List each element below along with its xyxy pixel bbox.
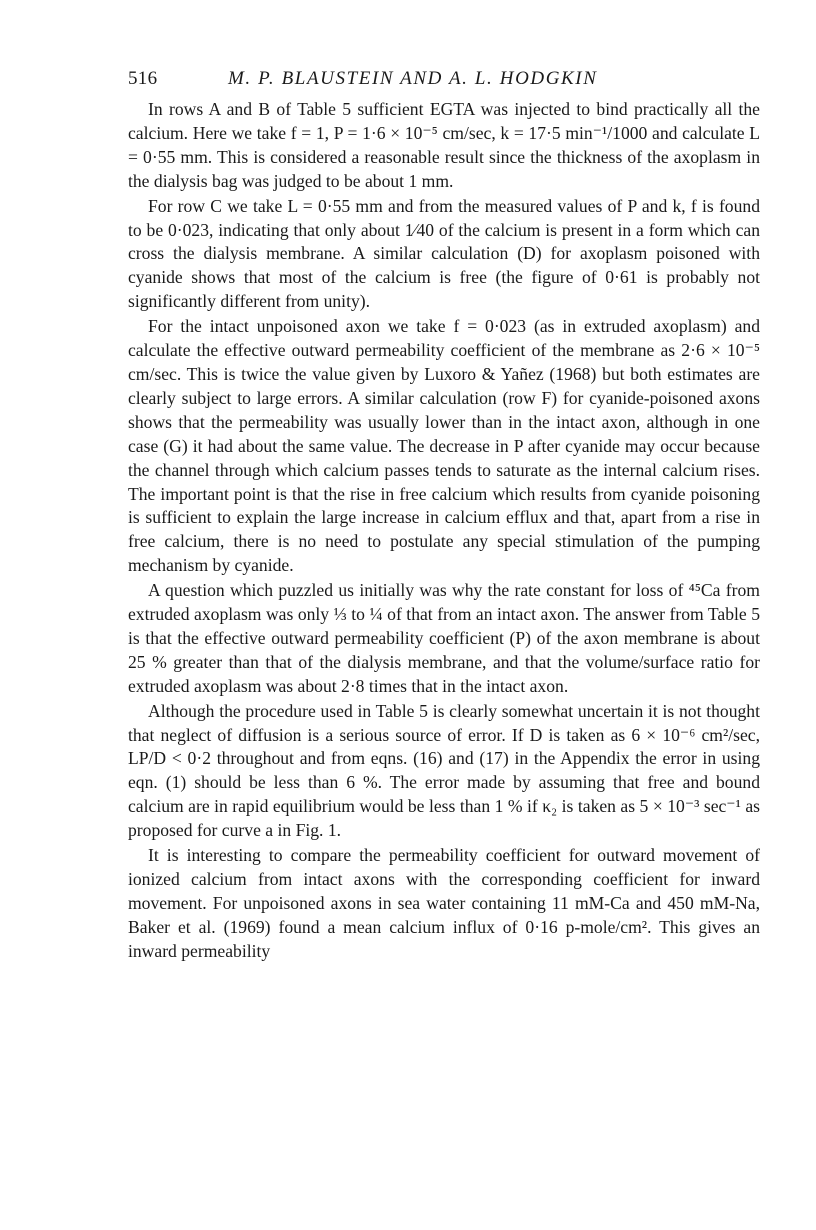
running-head-authors: M. P. BLAUSTEIN AND A. L. HODGKIN	[228, 68, 598, 89]
journal-page	[128, 62, 760, 965]
paragraph-diffusion-error: Although the procedure used in Table 5 is clearly somewhat uncertain it is not thought that neglect of diffusion is a serious source of error. If D is taken as 6 × 10⁻⁶ cm²/sec, LP/D < 0·2 throughout and from eqns. (16) and (17) in the Appendix the error in using eqn. (1) should be less than 6 %. The error made by assuming that free and bound calcium are in rapid equilibrium would be less than 1 % if κ₂ is taken as 5 × 10⁻³ sec⁻¹ as proposed for curve a in Fig. 1.	[128, 700, 760, 841]
body-text	[128, 98, 760, 964]
page-number: 516	[128, 68, 158, 89]
page-header	[128, 62, 760, 96]
paragraph-row-c: For row C we take L = 0·55 mm and from the measured values of P and k, f is found to be 0·023, indicating that only about 1⁄40 of the calcium is present in a form which can cross the dialysis membrane. A similar calculation (D) for axoplasm poisoned with cyanide shows that most of the calcium is free (the figure of 0·61 is probably not significantly different from unity).	[128, 195, 760, 312]
paragraph-rate-constant-question: A question which puzzled us initially was why the rate constant for loss of ⁴⁵Ca from extruded axoplasm was only ⅓ to ¼ of that from an intact axon. The answer from Table 5 is that the effective outward permeability coefficient (P) of the axon membrane is about 25 % greater than that of the dialysis membrane, and that the volume/surface ratio for extruded axoplasm was about 2·8 times that in the intact axon.	[128, 580, 760, 696]
paragraph-intact-axon: For the intact unpoisoned axon we take f = 0·023 (as in extruded axoplasm) and calculate the effective outward permeability coefficient of the membrane as 2·6 × 10⁻⁵ cm/sec. This is twice the value given by Luxoro & Yañez (1968) but both estimates are clearly subject to large errors. A similar calculation (row F) for cyanide-poisoned axons shows that the permeability was usually lower than in the intact axon, although in one case (G) it had about the same value. The decrease in P after cyanide may occur because the channel through which calcium passes tends to saturate as the internal calcium rises. The important point is that the rise in free calcium which results from cyanide poisoning is sufficient to explain the large increase in calcium efflux and that, apart from a rise in free calcium, there is no need to postulate any special stimulation of the pumping mechanism by cyanide.	[128, 316, 760, 576]
paragraph-permeability-comparison: It is interesting to compare the permeability coefficient for outward movement of ionized calcium from intact axons with the corresponding coefficient for inward movement. For unpoisoned axons in sea water containing 11 mM-Ca and 450 mM-Na, Baker et al. (1969) found a mean calcium influx of 0·16 p-mole/cm². This gives an inward permeability	[128, 845, 760, 961]
paragraph-table5-rows-a-b: In rows A and B of Table 5 sufficient EGTA was injected to bind practically all the calcium. Here we take f = 1, P = 1·6 × 10⁻⁵ cm/sec, k = 17·5 min⁻¹/1000 and calculate L = 0·55 mm. This is considered a reasonable result since the thickness of the axoplasm in the dialysis bag was judged to be about 1 mm.	[128, 99, 760, 191]
